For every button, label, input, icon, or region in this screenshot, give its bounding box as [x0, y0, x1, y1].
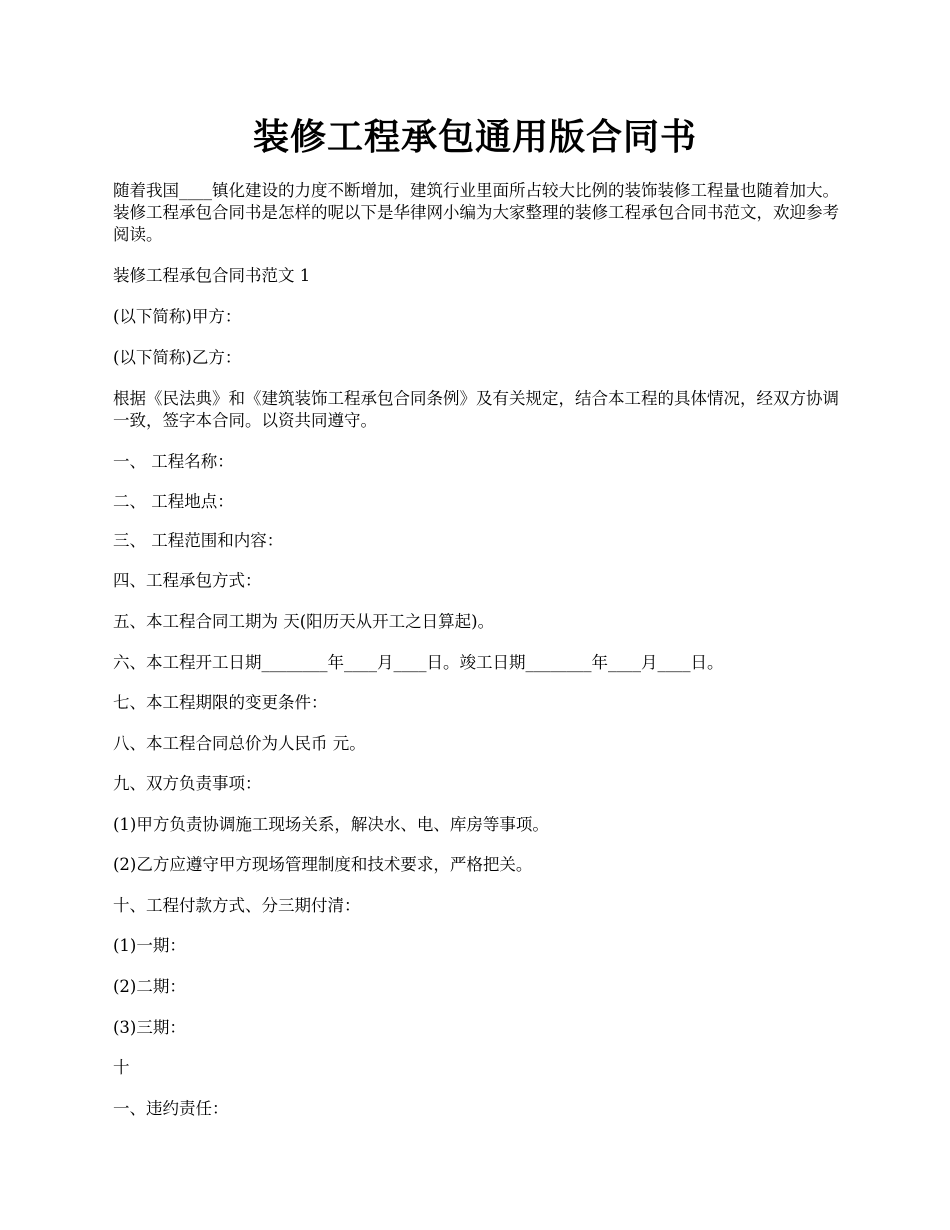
clause-4: 四、工程承包方式：	[113, 571, 262, 590]
clause-10-item-3: (3)三期：	[113, 1018, 186, 1037]
section-heading: 装修工程承包合同书范文 1	[113, 266, 311, 285]
clause-2: 二、 工程地点：	[113, 492, 234, 511]
clause-3: 三、 工程范围和内容：	[113, 531, 284, 550]
clause-7: 七、本工程期限的变更条件：	[113, 693, 328, 712]
clause-10-item-2: (2)二期：	[113, 977, 186, 996]
clause-10: 十、工程付款方式、分三期付清：	[113, 896, 361, 915]
clause-6: 六、本工程开工日期________年____月____日。竣工日期________年____月____日。	[113, 653, 724, 672]
clause-9-item-1: (1)甲方负责协调施工现场关系，解决水、电、库房等事项。	[113, 815, 549, 834]
clause-11: 一、违约责任：	[113, 1099, 229, 1118]
clause-9: 九、双方负责事项：	[113, 774, 262, 793]
intro-paragraph: 随着我国____镇化建设的力度不断增加，建筑行业里面所占较大比例的装饰装修工程量也随着加大。装修工程承包合同书是怎样的呢以下是华律网小编为大家整理的装修工程承包合同书范文，欢迎参考阅读。	[113, 181, 839, 244]
clause-10-item-1: (1)一期：	[113, 936, 186, 955]
party-a-line: (以下简称)甲方：	[113, 307, 242, 326]
clause-11-number: 十	[113, 1058, 130, 1077]
party-b-line: (以下简称)乙方：	[113, 348, 242, 367]
clause-8: 八、本工程合同总价为人民币 元。	[113, 734, 366, 753]
basis-paragraph: 根据《民法典》和《建筑装饰工程承包合同条例》及有关规定，结合本工程的具体情况，经双方协调一致，签字本合同。以资共同遵守。	[113, 389, 839, 430]
clause-5: 五、本工程合同工期为 天(阳历天从开工之日算起)。	[113, 612, 495, 631]
clause-9-item-2: (2)乙方应遵守甲方现场管理制度和技术要求，严格把关。	[113, 855, 533, 874]
document-title: 装修工程承包通用版合同书	[252, 116, 697, 158]
clause-1: 一、 工程名称：	[113, 452, 234, 471]
